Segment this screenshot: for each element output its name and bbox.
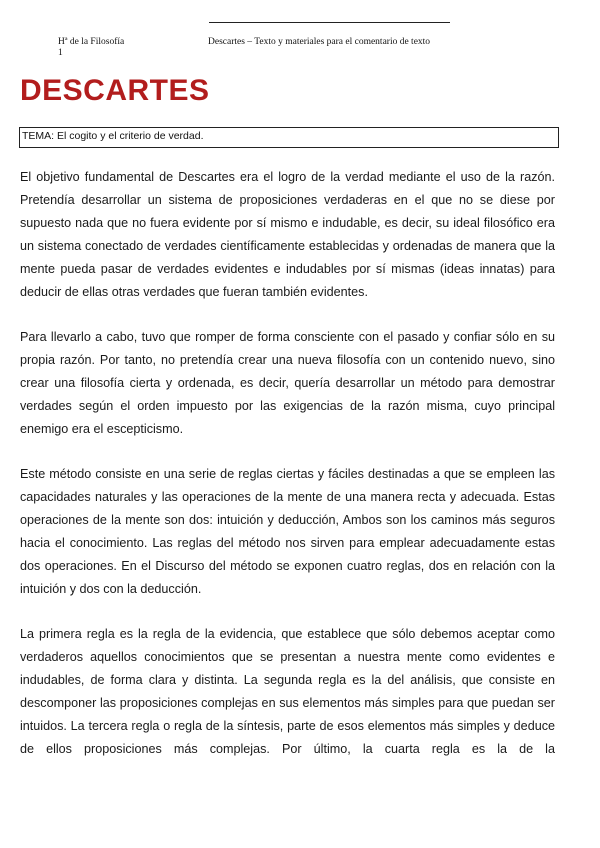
header-left — [58, 37, 124, 59]
paragraph: La primera regla es la regla de la evidencia, que establece que sólo debemos aceptar como verdaderos aquellos conocimientos que se presentan a nuestra mente como evidentes e indudables, de forma clara y distinta. La segunda regla es la del análisis, que consiste en descomponer las proposiciones complejas en sus elementos más simples para que puedan ser intuidos. La tercera regla o regla de la síntesis, parte de esos elementos más simples y deduce de ellos proposiciones más complejas. Por último, la cuarta regla es la de la — [20, 627, 555, 756]
tema-box: TEMA: El cogito y el criterio de verdad. — [19, 127, 559, 148]
header-page-number: 1 — [58, 48, 63, 58]
header-subject: Hª de la Filosofía — [58, 37, 125, 47]
header-document-title: Descartes – Texto y materiales para el comentario de texto — [208, 37, 431, 47]
page-title: DESCARTES — [20, 74, 210, 107]
paragraph: Este método consiste en una serie de reglas ciertas y fáciles destinadas a que se empleen las capacidades naturales y las operaciones de la mente de una manera recta y adecuada. Estas operaciones de la mente son dos: intuición y deducción, Ambos son los caminos más seguros hacia el conocimiento. Las reglas del método nos sirven para emplear adecuadamente estas dos operaciones. En el Discurso del método se exponen cuatro reglas, dos en relación con la intuición y dos con la deducción. — [20, 467, 555, 596]
paragraph: El objetivo fundamental de Descartes era el logro de la verdad mediante el uso de la razón. Pretendía desarrollar un sistema de proposiciones verdaderas en el que no se diese por supuesto nada que no fuera evidente por sí mismo e indudable, es decir, su ideal filosófico era un sistema conectado de verdades científicamente establecidas y ordenadas de manera que la mente pueda pasar de verdades evidentes e indudables por sí mismas (ideas innatas) para deducir de ellas otras verdades que fueran también evidentes. — [20, 170, 555, 299]
header-rule — [209, 22, 450, 23]
paragraph: Para llevarlo a cabo, tuvo que romper de forma consciente con el pasado y confiar sólo en su propia razón. Por tanto, no pretendía crear una nueva filosofía con un contenido nuevo, sino crear una filosofía cierta y ordenada, es decir, quería desarrollar un método para demostrar verdades según el orden impuesto por las exigencias de la razón misma, cuyo principal enemigo era el escepticismo. — [20, 330, 555, 436]
document-body — [20, 166, 555, 783]
